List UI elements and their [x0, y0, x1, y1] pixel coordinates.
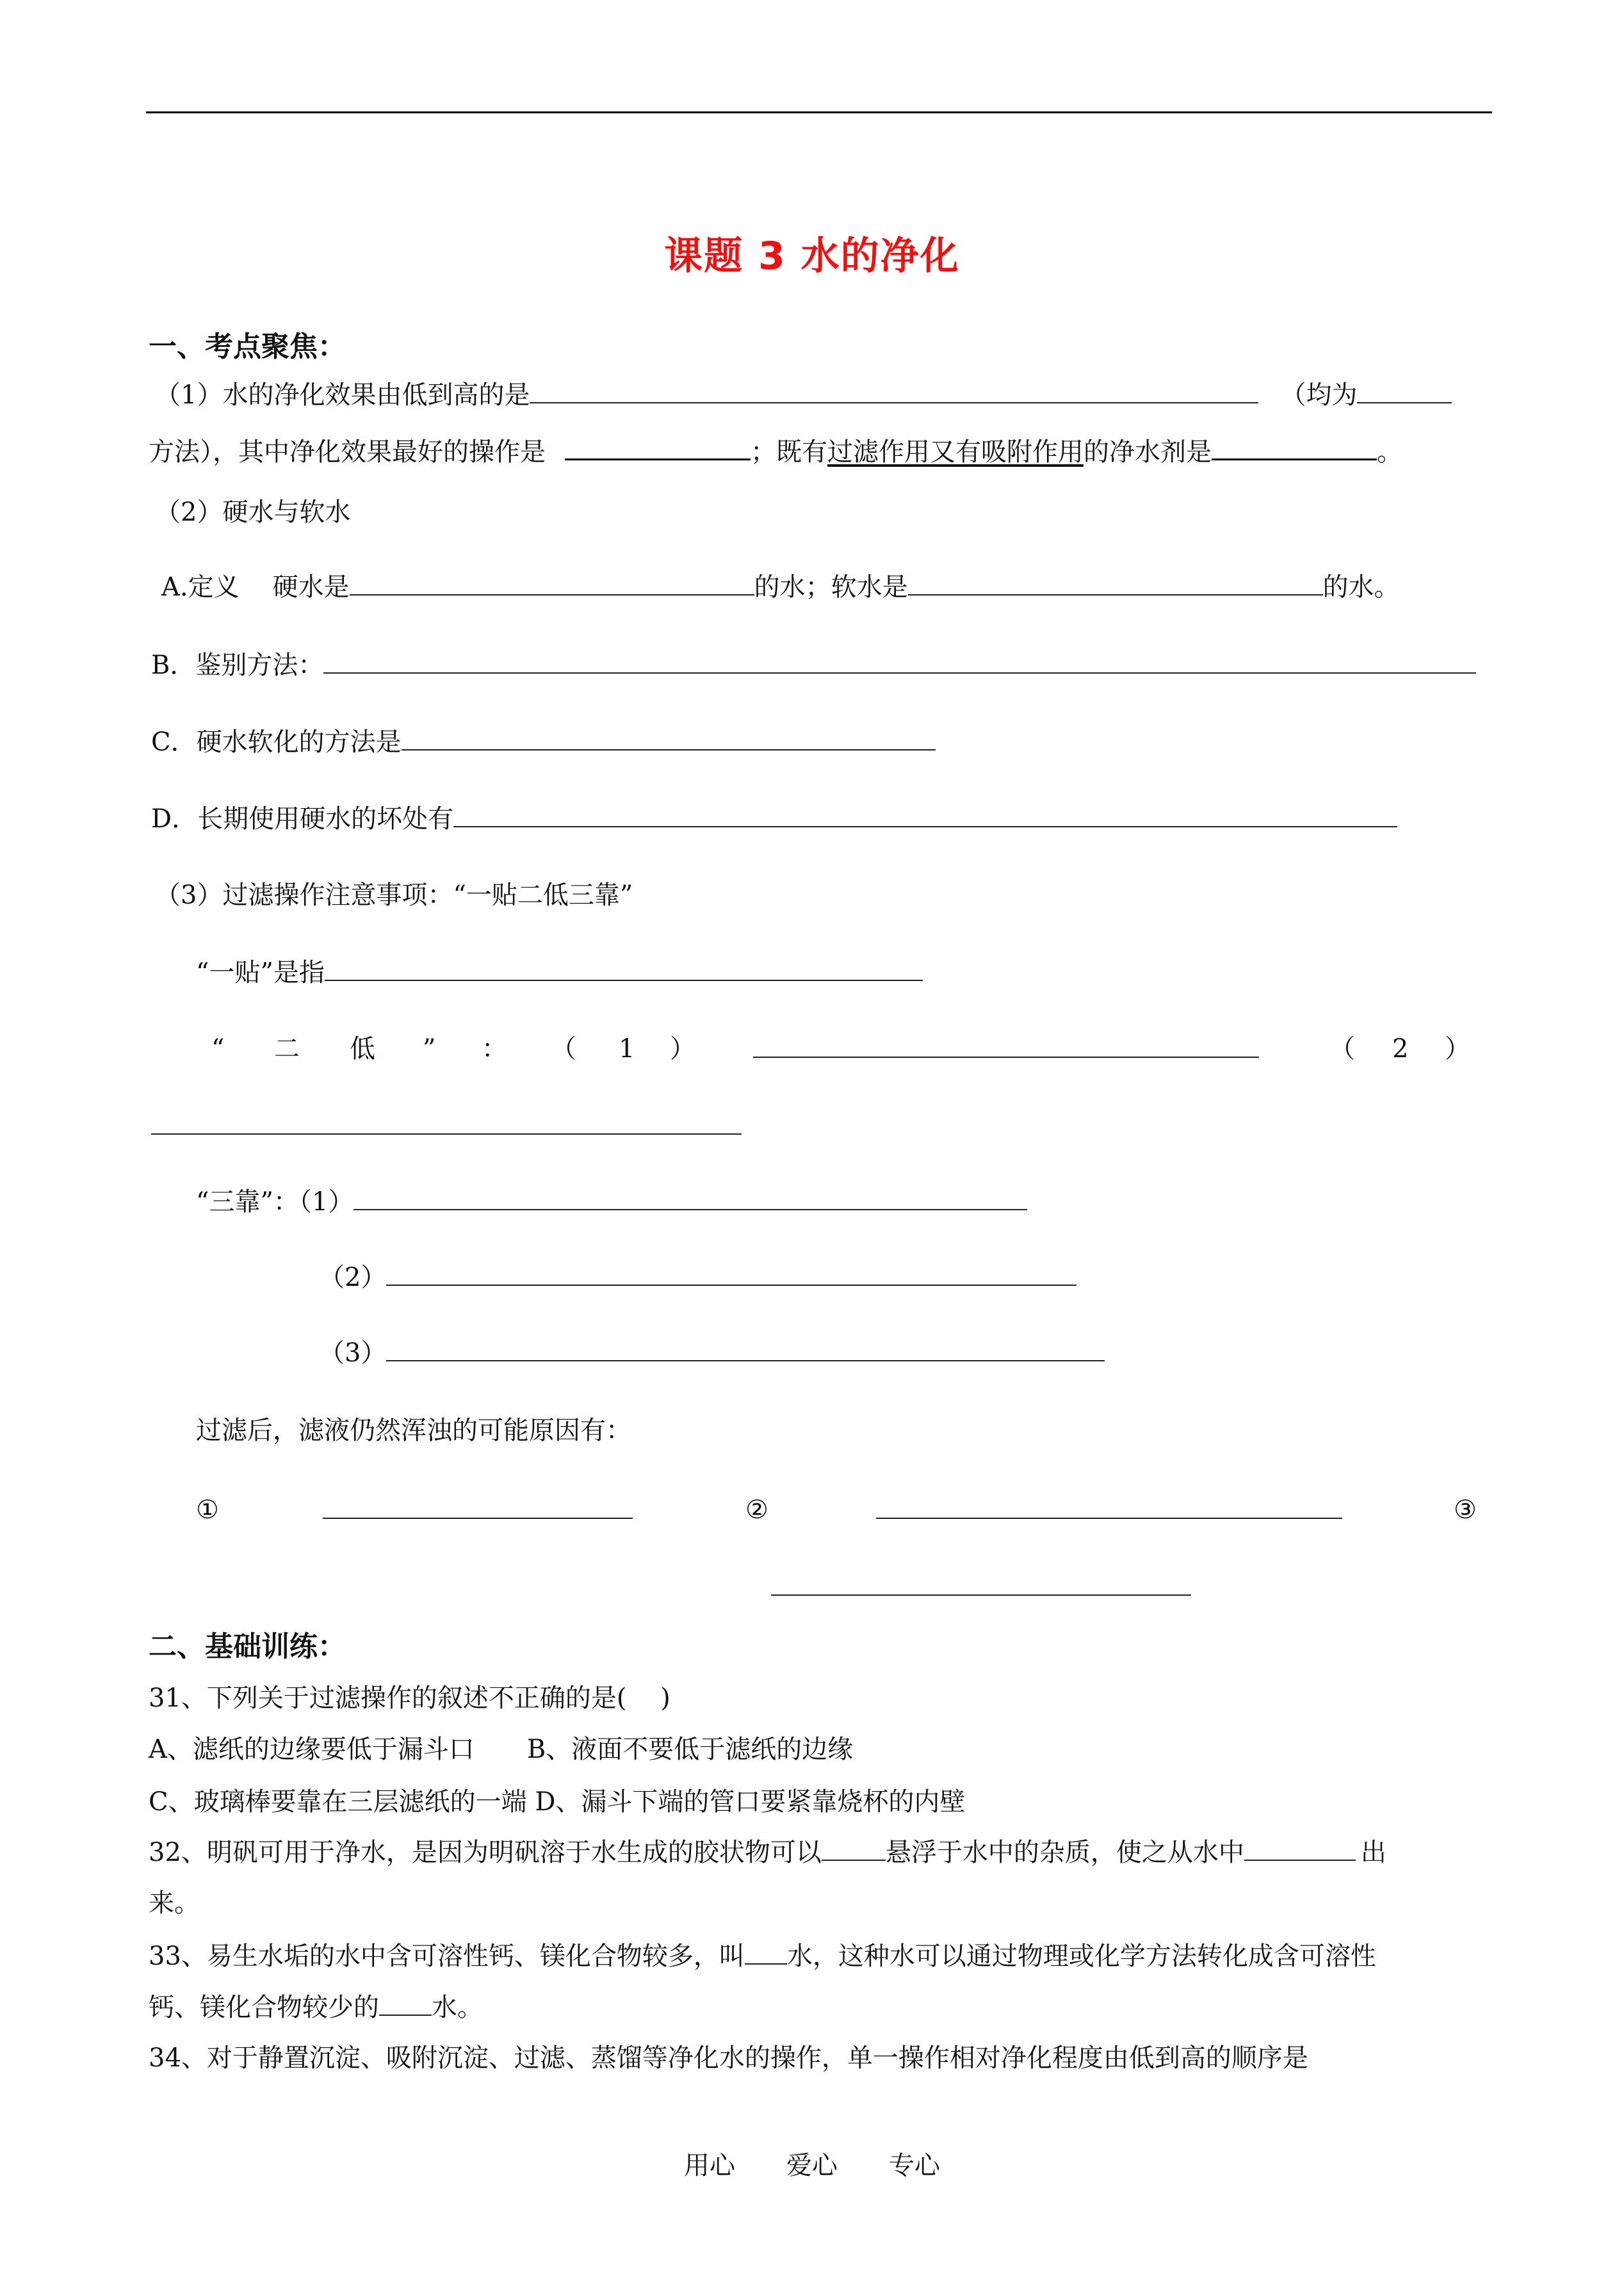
- q1-line2-c: 的净水剂是: [1084, 437, 1212, 467]
- blank[interactable]: [323, 1492, 633, 1519]
- blank[interactable]: [386, 1259, 1076, 1286]
- page-title: 课题 3 水的净化: [664, 234, 960, 279]
- q33-a: 33、易生水垢的水中含可溶性钙、镁化合物较多，叫: [149, 1942, 745, 1971]
- yitie-label: “一贴”是指: [196, 958, 325, 987]
- q31-option-a: A、滤纸的边缘要低于漏斗口: [149, 1735, 475, 1764]
- q1-line2-end: 。: [1377, 437, 1402, 467]
- q33-line1: [149, 1938, 1376, 1974]
- blank[interactable]: [530, 377, 1258, 403]
- q2-d-label: D．长期使用硬水的坏处有: [151, 804, 454, 834]
- blank[interactable]: [402, 724, 936, 750]
- q2-a-label: A.定义: [161, 572, 240, 602]
- reason-1-line: [323, 1492, 633, 1529]
- q33-line2: [149, 1989, 483, 2025]
- header-rule: [146, 111, 1492, 113]
- blank[interactable]: [386, 1334, 1105, 1361]
- sankao-label-1: “三靠”：（1）: [196, 1187, 354, 1217]
- q2-d-line: [151, 800, 1397, 837]
- sankao-line-1: [196, 1183, 1027, 1220]
- q32-line2: 来。: [149, 1888, 200, 1918]
- blank[interactable]: [1244, 1834, 1356, 1861]
- reason-2-marker: ②: [745, 1495, 768, 1525]
- q2-a-line: [161, 569, 1400, 605]
- blank[interactable]: [353, 1183, 1027, 1210]
- erdi-char: 二: [274, 1034, 300, 1064]
- q2-c-label: C．硬水软化的方法是: [151, 727, 402, 757]
- footer-text: 用心: [684, 2151, 735, 2180]
- blank[interactable]: [1212, 433, 1377, 460]
- q32-line1: [149, 1834, 1386, 1870]
- q1-line2-b: ；既有: [751, 437, 827, 467]
- yitie-line: [196, 954, 923, 991]
- sankao-label-2: （2）: [319, 1263, 387, 1292]
- blank[interactable]: [325, 954, 923, 981]
- q34-stem: 34、对于静置沉淀、吸附沉淀、过滤、蒸馏等净化水的操作，单一操作相对净化程度由低到高的顺序是: [149, 2043, 1308, 2073]
- erdi-char: ”: [423, 1034, 436, 1064]
- blank[interactable]: [453, 800, 1397, 827]
- reason-2-line: [876, 1492, 1342, 1529]
- q2-b-line: [151, 647, 1476, 683]
- q2-b-label: B．鉴别方法：: [151, 651, 324, 680]
- erdi-char: （: [1329, 1034, 1355, 1064]
- blank[interactable]: [745, 1938, 787, 1965]
- blank[interactable]: [908, 569, 1323, 596]
- erdi-char: 2: [1392, 1034, 1409, 1064]
- blank[interactable]: [753, 1031, 1259, 1058]
- q31-options-cd: C、玻璃棒要靠在三层滤纸的一端 D、漏斗下端的管口要紧靠烧杯的内壁: [149, 1787, 966, 1817]
- q1-underlined-phrase: 过滤作用又有吸附作用: [827, 437, 1084, 467]
- q2-a-text2: 的水；软水是: [754, 572, 908, 602]
- blank[interactable]: [350, 569, 754, 596]
- footer-text: 专心: [889, 2151, 940, 2180]
- q2-heading: （2）硬水与软水: [155, 498, 351, 527]
- blank[interactable]: [379, 1989, 432, 2016]
- blank[interactable]: [876, 1492, 1342, 1519]
- q1-mid: （均为: [1280, 380, 1358, 410]
- blank[interactable]: [565, 433, 751, 460]
- erdi-char: ）: [1445, 1034, 1470, 1064]
- sankao-label-3: （3）: [319, 1338, 387, 1368]
- q31-stem: 31、下列关于过滤操作的叙述不正确的是( ): [149, 1683, 670, 1713]
- q2-a-text3: 的水。: [1322, 572, 1400, 602]
- erdi-char: 1: [619, 1034, 635, 1064]
- blank[interactable]: [1357, 377, 1452, 403]
- erdi-char: 低: [350, 1034, 375, 1064]
- q2-c-line: [151, 724, 936, 760]
- sankao-line-3: [319, 1334, 1105, 1371]
- q33-b: 水，这种水可以通过物理或化学方法转化成含可溶性: [786, 1942, 1376, 1971]
- q33-c: 钙、镁化合物较少的: [149, 1993, 379, 2022]
- blank[interactable]: [323, 647, 1476, 674]
- blank[interactable]: [822, 1834, 886, 1861]
- turbid-reasons-prompt: 过滤后，滤液仍然浑浊的可能原因有：: [196, 1416, 631, 1445]
- erdi-char: ）: [670, 1034, 695, 1064]
- section-heading-1: 一、考点聚焦：: [149, 330, 346, 363]
- q3-heading: （3）过滤操作注意事项：“一贴二低三靠”: [155, 880, 633, 910]
- q33-d: 水。: [432, 1993, 483, 2022]
- blank[interactable]: [771, 1569, 1191, 1596]
- footer-text: 爱心: [786, 2151, 838, 2180]
- page-footer: [0, 2145, 1624, 2182]
- q1-line2-a: 方法），其中净化效果最好的操作是: [149, 437, 546, 467]
- erdi-blank-line: [753, 1031, 1259, 1067]
- erdi-char: “: [211, 1034, 225, 1064]
- q2-a-text1: 硬水是: [272, 572, 350, 602]
- q31-option-b: B、液面不要低于滤纸的边缘: [526, 1735, 854, 1764]
- section-heading-2: 二、基础训练：: [149, 1630, 346, 1663]
- reason-3-marker: ③: [1454, 1495, 1477, 1525]
- erdi-char: ：: [482, 1034, 507, 1064]
- q32-c: 出: [1360, 1838, 1386, 1867]
- blank[interactable]: [151, 1108, 742, 1135]
- q32-b: 悬浮于水中的杂质，使之从水中: [885, 1838, 1244, 1867]
- q32-a: 32、明矾可用于净水，是因为明矾溶于水生成的胶状物可以: [149, 1838, 822, 1867]
- erdi-continuation: [151, 1108, 742, 1144]
- reason-1-marker: ①: [196, 1495, 219, 1525]
- q1-prefix: （1）水的净化效果由低到高的是: [155, 380, 530, 410]
- q1-line1: [155, 377, 1452, 413]
- sankao-line-2: [319, 1259, 1076, 1295]
- reason-3-line: [771, 1569, 1191, 1605]
- erdi-char: （: [551, 1034, 576, 1064]
- q31-options-ab: [149, 1731, 853, 1767]
- q1-line2: [149, 433, 1402, 470]
